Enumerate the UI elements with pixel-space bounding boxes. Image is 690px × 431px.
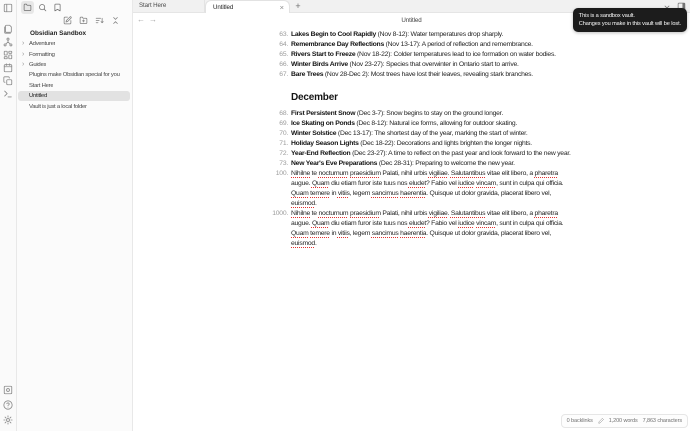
list-number: 68. xyxy=(279,110,288,117)
misspelled-word: iudice xyxy=(458,180,475,187)
misspelled-word: Quam xyxy=(311,220,330,227)
note-list-item xyxy=(272,70,574,80)
tree-item-start-here[interactable] xyxy=(18,81,130,91)
list-text: Winter Birds Arrive (Nov 23-27): Species that overwinter in Ontario start to arrive. xyxy=(291,61,519,68)
close-tab-icon[interactable]: × xyxy=(279,2,284,12)
misspelled-word: vincam xyxy=(476,220,497,227)
notice-line-2: Changes you make in this vault will be lost. xyxy=(578,21,681,27)
list-number: 66. xyxy=(279,61,288,68)
misspelled-word: vitiis xyxy=(337,230,350,237)
notice-line-1: This is a sandbox vault. xyxy=(578,13,635,19)
tree-item-untitled[interactable] xyxy=(18,91,130,101)
templates-icon[interactable] xyxy=(3,76,13,86)
tree-item-label: Start Here xyxy=(29,82,54,89)
list-number: 73. xyxy=(279,160,288,167)
misspelled-word: vigiliae xyxy=(428,170,448,177)
misspelled-word: Quam xyxy=(291,230,309,237)
list-text: Rivers Start to Freeze (Nov 18-22): Colder temperatures lead to ice formation on water bodies. xyxy=(291,51,556,58)
misspelled-word: eludet xyxy=(408,180,427,187)
note-list-item xyxy=(272,119,574,129)
misspelled-word: euismod xyxy=(291,200,315,207)
note-list-item xyxy=(272,60,574,70)
tree-item-label: Formatting xyxy=(29,51,55,58)
tree-item-formatting[interactable] xyxy=(18,49,130,59)
list-text: Year-End Reflection (Dec 23-27): A time to reflect on the past year and look forward to the new year. xyxy=(291,150,571,157)
note-list-item xyxy=(272,209,574,249)
tab-untitled-label: Untitled xyxy=(213,3,234,11)
misspelled-word: haerentia xyxy=(400,190,427,197)
note-list-item xyxy=(272,50,574,60)
tree-item-label: Adventurer xyxy=(29,41,56,48)
list-number: 69. xyxy=(279,120,288,127)
tree-item-plugins-make-obsidian-special-[interactable] xyxy=(18,70,130,80)
list-text: Lakes Begin to Cool Rapidly (Nov 8-12): Water temperatures drop sharply. xyxy=(291,31,504,38)
misspelled-word: Nihilne xyxy=(291,170,311,177)
misspelled-word: iudice xyxy=(458,220,475,227)
ribbon xyxy=(0,0,17,431)
note-list-item xyxy=(272,30,574,40)
chevron-right-icon: › xyxy=(22,50,25,58)
files-icon[interactable] xyxy=(3,24,13,34)
misspelled-word: eludet xyxy=(408,220,427,227)
list-text: Bare Trees (Nov 28-Dec 2): Most trees have lost their leaves, revealing stark branches. xyxy=(291,71,533,78)
bookmark-icon xyxy=(53,3,62,12)
list-number: 63. xyxy=(279,31,288,38)
misspelled-word: Quam xyxy=(291,190,309,197)
tab-start-here[interactable]: Start Here xyxy=(133,0,205,12)
list-text: Winter Solstice (Dec 13-17): The shortest day of the year, marking the start of winter. xyxy=(291,130,528,137)
new-folder-icon[interactable] xyxy=(79,16,88,25)
misspelled-word: Salutantibus xyxy=(450,170,486,177)
workspace xyxy=(133,0,690,431)
new-tab-button[interactable]: + xyxy=(295,1,301,11)
file-tree xyxy=(18,28,130,112)
graph-view-icon[interactable] xyxy=(3,37,13,47)
status-bar xyxy=(561,414,688,428)
misspelled-word: temere xyxy=(310,230,330,237)
tree-item-label: Plugins make Obsidian special for you xyxy=(29,72,120,79)
tree-item-label: Vault is just a local folder xyxy=(29,103,87,110)
tree-item-guides[interactable] xyxy=(18,60,130,70)
daily-note-icon[interactable] xyxy=(3,63,13,73)
new-note-icon[interactable] xyxy=(63,16,72,25)
canvas-icon[interactable] xyxy=(3,50,13,60)
open-another-vault-icon[interactable] xyxy=(3,385,13,395)
sort-order-icon[interactable] xyxy=(95,16,104,25)
list-number: 67. xyxy=(279,71,288,78)
misspelled-word: euismod xyxy=(291,240,315,247)
list-text: First Persistent Snow (Dec 3-7): Snow begins to stay on the ground longer. xyxy=(291,110,503,117)
misspelled-word: nocturnum xyxy=(318,210,349,217)
chevron-right-icon: › xyxy=(22,60,25,68)
misspelled-word: praesidium xyxy=(350,210,381,217)
list-text: Nihilne te nocturnum praesidium Palati, nihil urbis vigiliae. Salutantibus vitae elit libero, a pharetra augue. Quam diu etiam furor iste tuus nos eludet? Fabio vel iudice vincam, sunt in culpa qui officia. Quam temere in vitiis, legem sancimus haerentia. Quisque ut dolor gravida, placerat libero vel, euismod. xyxy=(291,170,564,207)
note-body xyxy=(272,30,574,249)
list-number: 71. xyxy=(279,140,288,147)
backlinks-count[interactable]: 0 backlinks xyxy=(566,418,593,424)
view-header-title: Untitled xyxy=(401,17,422,24)
misspelled-word: nocturnum xyxy=(318,170,349,177)
markdown-editor[interactable] xyxy=(133,28,690,431)
misspelled-word: temere xyxy=(310,190,330,197)
misspelled-word: praesidium xyxy=(350,170,381,177)
misspelled-word: Salutantibus xyxy=(450,210,486,217)
list-number: 64. xyxy=(279,41,288,48)
list-text: Remembrance Day Reflections (Nov 13-17): A period of reflection and remembrance. xyxy=(291,41,533,48)
list-number: 100. xyxy=(275,170,288,177)
list-number: 65. xyxy=(279,51,288,58)
word-count[interactable]: 1,200 words xyxy=(608,418,638,424)
misspelled-word: pharetra xyxy=(534,170,558,177)
collapse-all-icon[interactable] xyxy=(111,16,120,25)
misspelled-word: vigiliae xyxy=(428,210,448,217)
help-icon[interactable] xyxy=(3,400,13,410)
tab-untitled[interactable] xyxy=(205,0,290,13)
list-text: Holiday Season Lights (Dec 18-22): Decorations and lights brighten the longer nights. xyxy=(291,140,532,147)
misspelled-word: sancimus xyxy=(371,230,399,237)
note-list-item xyxy=(272,40,574,50)
misspelled-word: vincam xyxy=(476,180,497,187)
misspelled-word: Nihilne xyxy=(291,210,311,217)
vault-title[interactable]: Obsidian Sandbox xyxy=(30,30,87,37)
sandbox-notice[interactable] xyxy=(573,8,687,32)
tree-item-label: Guides xyxy=(29,61,47,68)
folder-icon xyxy=(23,3,32,12)
misspelled-word: vitiis xyxy=(337,190,350,197)
tree-item-vault-is-just-a-local-folder[interactable] xyxy=(18,101,130,111)
explorer-actions xyxy=(63,16,120,25)
misspelled-word: haerentia xyxy=(400,230,427,237)
toggle-left-sidebar-icon[interactable] xyxy=(3,3,13,13)
sidebar-tab-strip xyxy=(21,1,64,14)
tab-search[interactable] xyxy=(36,1,49,14)
list-text: Ice Skating on Ponds (Dec 8-12): Natural ice forms, allowing for outdoor skating. xyxy=(291,120,518,127)
chevron-right-icon: › xyxy=(22,40,25,48)
tab-files[interactable] xyxy=(21,1,34,14)
character-count[interactable]: 7,863 characters xyxy=(642,418,682,424)
list-text: Nihilne te nocturnum praesidium Palati, nihil urbis vigiliae. Salutantibus vitae elit libero, a pharetra augue. Quam diu etiam furor iste tuus nos eludet? Fabio vel iudice vincam, sunt in culpa qui officia. Quam temere in vitiis, legem sancimus haerentia. Quisque ut dolor gravida, placerat libero vel, euismod. xyxy=(291,210,564,247)
tree-item-label: Untitled xyxy=(29,93,47,100)
settings-gear-icon[interactable] xyxy=(3,415,13,425)
misspelled-word: Quam xyxy=(311,180,330,187)
command-palette-icon[interactable] xyxy=(3,89,13,99)
note-list-item xyxy=(272,149,574,159)
note-list-item xyxy=(272,169,574,209)
misspelled-word: sancimus xyxy=(371,190,399,197)
navigate-back-icon[interactable]: ← xyxy=(137,15,145,24)
tree-item-adventurer[interactable] xyxy=(18,39,130,49)
search-icon xyxy=(38,3,47,12)
file-explorer-pane xyxy=(17,0,133,431)
list-number: 1000. xyxy=(272,210,288,217)
misspelled-word: pharetra xyxy=(534,210,558,217)
list-text: New Year's Eve Preparations (Dec 28-31): Preparing to welcome the new year. xyxy=(291,160,515,167)
list-number: 72. xyxy=(279,150,288,157)
note-list-item xyxy=(272,109,574,119)
tab-bookmarks[interactable] xyxy=(51,1,64,14)
note-list-item xyxy=(272,159,574,169)
list-number: 70. xyxy=(279,130,288,137)
note-list-item xyxy=(272,129,574,139)
navigate-forward-icon[interactable]: → xyxy=(149,15,157,24)
note-list-item xyxy=(272,139,574,149)
edit-mode-pencil-icon[interactable] xyxy=(598,418,604,424)
note-heading: December xyxy=(291,92,338,103)
